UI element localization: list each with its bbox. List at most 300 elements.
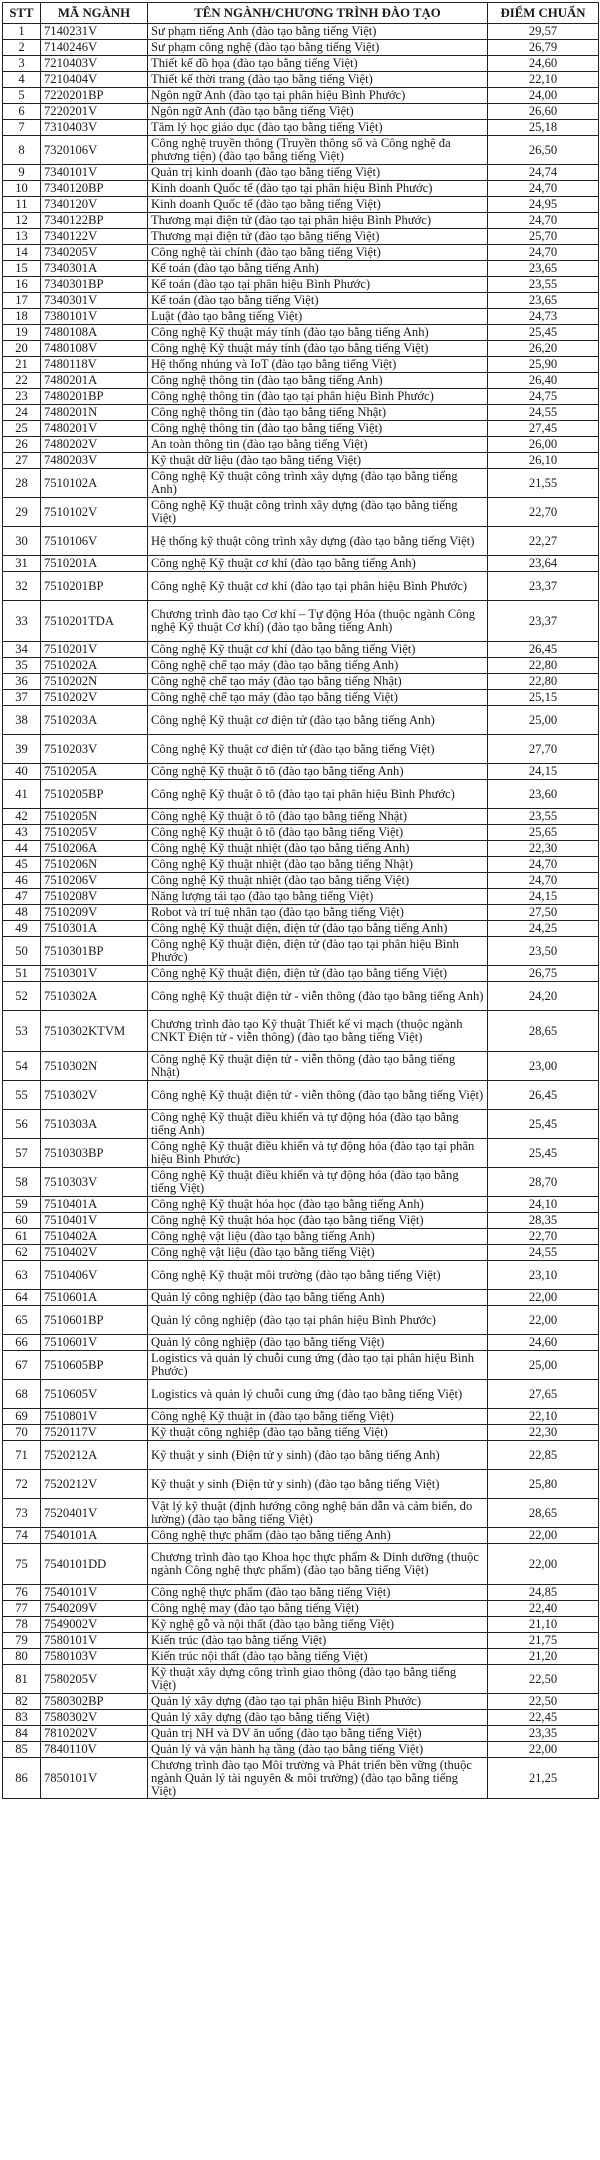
table-row: [3, 1633, 599, 1649]
table-row: [3, 357, 599, 373]
cell-program-name: Kinh doanh Quốc tế (đào tạo tại phân hiệu Bình Phước): [148, 181, 488, 197]
cell-stt: 47: [3, 889, 41, 905]
cell-stt: 76: [3, 1585, 41, 1601]
cell-major-code: 7480108A: [41, 325, 148, 341]
cell-cutoff-score: 26,50: [488, 136, 599, 165]
cell-major-code: 7810202V: [41, 1726, 148, 1742]
table-row: [3, 809, 599, 825]
cell-major-code: 7510601A: [41, 1290, 148, 1306]
cell-stt: 52: [3, 982, 41, 1011]
cell-stt: 26: [3, 437, 41, 453]
cell-program-name: Chương trình đào tạo Kỹ thuật Thiết kế vi mạch (thuộc ngành CNKT Điện tử - viễn thông) (đào tạo bằng tiếng Việt): [148, 1011, 488, 1052]
table-row: [3, 921, 599, 937]
cell-cutoff-score: 28,70: [488, 1168, 599, 1197]
table-row: [3, 373, 599, 389]
table-row: [3, 1694, 599, 1710]
cell-stt: 86: [3, 1758, 41, 1799]
cell-cutoff-score: 21,75: [488, 1633, 599, 1649]
cell-stt: 34: [3, 642, 41, 658]
cell-program-name: An toàn thông tin (đào tạo bằng tiếng Việt): [148, 437, 488, 453]
table-row: [3, 309, 599, 325]
table-row: [3, 1335, 599, 1351]
cell-cutoff-score: 22,40: [488, 1601, 599, 1617]
cell-cutoff-score: 27,65: [488, 1380, 599, 1409]
table-row: [3, 1585, 599, 1601]
cell-stt: 64: [3, 1290, 41, 1306]
table-row: [3, 325, 599, 341]
cell-program-name: Vật lý kỹ thuật (định hướng công nghệ bán dẫn và cảm biến, đo lường) (đào tạo bằng tiếng Việt): [148, 1499, 488, 1528]
table-row: [3, 453, 599, 469]
cell-cutoff-score: 23,37: [488, 572, 599, 601]
header-program-name: TÊN NGÀNH/CHƯƠNG TRÌNH ĐÀO TẠO: [148, 3, 488, 24]
cell-cutoff-score: 22,50: [488, 1694, 599, 1710]
cell-major-code: 7340122BP: [41, 213, 148, 229]
cell-cutoff-score: 26,79: [488, 40, 599, 56]
table-row: [3, 56, 599, 72]
cell-major-code: 7580302BP: [41, 1694, 148, 1710]
cell-program-name: Quản lý công nghiệp (đào tạo bằng tiếng Việt): [148, 1335, 488, 1351]
cell-stt: 45: [3, 857, 41, 873]
header-cutoff-score: ĐIỂM CHUẨN: [488, 3, 599, 24]
cell-cutoff-score: 22,50: [488, 1665, 599, 1694]
table-row: [3, 421, 599, 437]
cell-cutoff-score: 26,40: [488, 373, 599, 389]
cell-stt: 28: [3, 469, 41, 498]
cell-stt: 30: [3, 527, 41, 556]
cell-program-name: Công nghệ Kỹ thuật công trình xây dựng (đào tạo bằng tiếng Việt): [148, 498, 488, 527]
cell-stt: 67: [3, 1351, 41, 1380]
cell-program-name: Công nghệ Kỹ thuật cơ điện tử (đào tạo bằng tiếng Việt): [148, 735, 488, 764]
table-row: [3, 1649, 599, 1665]
table-row: [3, 674, 599, 690]
cell-stt: 62: [3, 1245, 41, 1261]
cell-cutoff-score: 23,00: [488, 1052, 599, 1081]
table-row: [3, 229, 599, 245]
cell-cutoff-score: 23,10: [488, 1261, 599, 1290]
cell-program-name: Công nghệ thực phẩm (đào tạo bằng tiếng Việt): [148, 1585, 488, 1601]
cell-major-code: 7510201BP: [41, 572, 148, 601]
cell-program-name: Công nghệ vật liệu (đào tạo bằng tiếng Anh): [148, 1229, 488, 1245]
cell-major-code: 7140231V: [41, 24, 148, 40]
cell-cutoff-score: 22,85: [488, 1441, 599, 1470]
cell-stt: 19: [3, 325, 41, 341]
cell-major-code: 7510206A: [41, 841, 148, 857]
cell-program-name: Sư phạm công nghệ (đào tạo bằng tiếng Việt): [148, 40, 488, 56]
cell-cutoff-score: 26,10: [488, 453, 599, 469]
cell-cutoff-score: 27,70: [488, 735, 599, 764]
table-row: [3, 261, 599, 277]
cell-program-name: Công nghệ Kỹ thuật ô tô (đào tạo bằng tiếng Nhật): [148, 809, 488, 825]
cell-program-name: Ngôn ngữ Anh (đào tạo bằng tiếng Việt): [148, 104, 488, 120]
table-row: [3, 245, 599, 261]
cell-cutoff-score: 22,00: [488, 1290, 599, 1306]
table-row: [3, 1726, 599, 1742]
cell-major-code: 7210403V: [41, 56, 148, 72]
table-row: [3, 1213, 599, 1229]
cell-major-code: 7340301A: [41, 261, 148, 277]
cell-cutoff-score: 24,00: [488, 88, 599, 104]
cell-stt: 65: [3, 1306, 41, 1335]
header-stt: STT: [3, 3, 41, 24]
table-row: [3, 857, 599, 873]
cell-stt: 73: [3, 1499, 41, 1528]
cell-major-code: 7580103V: [41, 1649, 148, 1665]
cell-program-name: Công nghệ thông tin (đào tạo bằng tiếng Việt): [148, 421, 488, 437]
cell-program-name: Hệ thống nhúng và IoT (đào tạo bằng tiếng Việt): [148, 357, 488, 373]
cell-stt: 25: [3, 421, 41, 437]
cell-major-code: 7520212A: [41, 1441, 148, 1470]
cell-major-code: 7510106V: [41, 527, 148, 556]
cell-cutoff-score: 26,00: [488, 437, 599, 453]
cell-major-code: 7549002V: [41, 1617, 148, 1633]
cell-major-code: 7510401V: [41, 1213, 148, 1229]
cell-major-code: 7510605V: [41, 1380, 148, 1409]
cell-stt: 44: [3, 841, 41, 857]
cell-cutoff-score: 22,00: [488, 1306, 599, 1335]
cell-cutoff-score: 25,45: [488, 1110, 599, 1139]
cell-cutoff-score: 22,80: [488, 658, 599, 674]
cell-program-name: Logistics và quản lý chuỗi cung ứng (đào tạo bằng tiếng Việt): [148, 1380, 488, 1409]
cell-program-name: Kỹ thuật dữ liệu (đào tạo bằng tiếng Việt): [148, 453, 488, 469]
cell-program-name: Công nghệ tài chính (đào tạo bằng tiếng Việt): [148, 245, 488, 261]
cell-program-name: Công nghệ Kỹ thuật điện tử - viễn thông (đào tạo bằng tiếng Nhật): [148, 1052, 488, 1081]
cell-stt: 31: [3, 556, 41, 572]
cell-stt: 43: [3, 825, 41, 841]
cell-stt: 33: [3, 601, 41, 642]
cell-cutoff-score: 24,70: [488, 245, 599, 261]
cell-program-name: Năng lượng tái tạo (đào tạo bằng tiếng Việt): [148, 889, 488, 905]
cell-cutoff-score: 23,37: [488, 601, 599, 642]
cell-stt: 16: [3, 277, 41, 293]
cell-stt: 40: [3, 764, 41, 780]
cell-major-code: 7510303BP: [41, 1139, 148, 1168]
cell-major-code: 7510205A: [41, 764, 148, 780]
cell-cutoff-score: 25,15: [488, 690, 599, 706]
cell-major-code: 7520117V: [41, 1425, 148, 1441]
cell-major-code: 7480203V: [41, 453, 148, 469]
cell-major-code: 7480118V: [41, 357, 148, 373]
cell-cutoff-score: 24,55: [488, 405, 599, 421]
cell-major-code: 7220201V: [41, 104, 148, 120]
cell-cutoff-score: 26,60: [488, 104, 599, 120]
cell-program-name: Công nghệ Kỹ thuật điều khiển và tự động hóa (đào tạo bằng tiếng Việt): [148, 1168, 488, 1197]
cell-program-name: Kỹ nghệ gỗ và nội thất (đào tạo bằng tiếng Việt): [148, 1617, 488, 1633]
cell-stt: 29: [3, 498, 41, 527]
cell-cutoff-score: 24,15: [488, 764, 599, 780]
cell-cutoff-score: 22,30: [488, 841, 599, 857]
cell-program-name: Công nghệ Kỹ thuật cơ khí (đào tạo bằng tiếng Việt): [148, 642, 488, 658]
cell-program-name: Công nghệ Kỹ thuật điện, điện tử (đào tạo bằng tiếng Anh): [148, 921, 488, 937]
cell-stt: 18: [3, 309, 41, 325]
cell-program-name: Công nghệ Kỹ thuật cơ khí (đào tạo bằng tiếng Anh): [148, 556, 488, 572]
cell-major-code: 7510402A: [41, 1229, 148, 1245]
cell-stt: 39: [3, 735, 41, 764]
cell-program-name: Kiến trúc nội thất (đào tạo bằng tiếng Việt): [148, 1649, 488, 1665]
cell-stt: 72: [3, 1470, 41, 1499]
cell-major-code: 7480201V: [41, 421, 148, 437]
cell-stt: 82: [3, 1694, 41, 1710]
cell-program-name: Công nghệ Kỹ thuật ô tô (đào tạo bằng tiếng Việt): [148, 825, 488, 841]
table-row: [3, 1052, 599, 1081]
cell-program-name: Quản trị kinh doanh (đào tạo bằng tiếng Việt): [148, 165, 488, 181]
cell-cutoff-score: 23,50: [488, 937, 599, 966]
cell-cutoff-score: 23,35: [488, 1726, 599, 1742]
cell-cutoff-score: 28,35: [488, 1213, 599, 1229]
table-row: [3, 982, 599, 1011]
cell-program-name: Kỹ thuật y sinh (Điện tử y sinh) (đào tạo bằng tiếng Anh): [148, 1441, 488, 1470]
table-row: [3, 498, 599, 527]
cell-program-name: Kế toán (đào tạo tại phân hiệu Bình Phước): [148, 277, 488, 293]
cell-stt: 63: [3, 1261, 41, 1290]
cell-stt: 49: [3, 921, 41, 937]
cell-program-name: Công nghệ Kỹ thuật ô tô (đào tạo bằng tiếng Anh): [148, 764, 488, 780]
table-row: [3, 1409, 599, 1425]
cell-program-name: Kiến trúc (đào tạo bằng tiếng Việt): [148, 1633, 488, 1649]
cell-program-name: Công nghệ Kỹ thuật điện, điện tử (đào tạo bằng tiếng Việt): [148, 966, 488, 982]
cell-major-code: 7510202N: [41, 674, 148, 690]
cell-stt: 21: [3, 357, 41, 373]
cell-stt: 3: [3, 56, 41, 72]
cell-program-name: Thiết kế đồ họa (đào tạo bằng tiếng Việt): [148, 56, 488, 72]
table-row: [3, 293, 599, 309]
cell-cutoff-score: 25,70: [488, 229, 599, 245]
cell-stt: 77: [3, 1601, 41, 1617]
cell-stt: 24: [3, 405, 41, 421]
cell-stt: 10: [3, 181, 41, 197]
table-row: [3, 601, 599, 642]
cell-stt: 38: [3, 706, 41, 735]
cell-program-name: Chương trình đào tạo Môi trường và Phát triển bền vững (thuộc ngành Quản lý tài nguyên & môi trường) (đào tạo bằng tiếng Việt): [148, 1758, 488, 1799]
table-row: [3, 1139, 599, 1168]
cell-major-code: 7580302V: [41, 1710, 148, 1726]
cell-cutoff-score: 24,15: [488, 889, 599, 905]
cell-stt: 48: [3, 905, 41, 921]
cell-program-name: Thiết kế thời trang (đào tạo bằng tiếng Việt): [148, 72, 488, 88]
table-row: [3, 469, 599, 498]
table-body: [3, 24, 599, 1799]
cell-program-name: Công nghệ thông tin (đào tạo bằng tiếng Anh): [148, 373, 488, 389]
cell-program-name: Công nghệ Kỹ thuật điện tử - viễn thông (đào tạo bằng tiếng Anh): [148, 982, 488, 1011]
cell-major-code: 7510302V: [41, 1081, 148, 1110]
cell-cutoff-score: 25,80: [488, 1470, 599, 1499]
cell-cutoff-score: 24,70: [488, 181, 599, 197]
cell-program-name: Kế toán (đào tạo bằng tiếng Anh): [148, 261, 488, 277]
cell-cutoff-score: 26,45: [488, 1081, 599, 1110]
cell-program-name: Công nghệ chế tạo máy (đào tạo bằng tiếng Nhật): [148, 674, 488, 690]
cell-program-name: Công nghệ Kỹ thuật nhiệt (đào tạo bằng tiếng Anh): [148, 841, 488, 857]
cell-cutoff-score: 27,45: [488, 421, 599, 437]
table-row: [3, 1197, 599, 1213]
cell-stt: 75: [3, 1544, 41, 1585]
cell-major-code: 7480201BP: [41, 389, 148, 405]
cell-major-code: 7510401A: [41, 1197, 148, 1213]
cell-program-name: Logistics và quản lý chuỗi cung ứng (đào tạo tại phân hiệu Bình Phước): [148, 1351, 488, 1380]
cell-program-name: Hệ thống kỹ thuật công trình xây dựng (đào tạo bằng tiếng Việt): [148, 527, 488, 556]
cell-program-name: Kỹ thuật y sinh (Điện tử y sinh) (đào tạo bằng tiếng Việt): [148, 1470, 488, 1499]
table-row: [3, 966, 599, 982]
cell-program-name: Công nghệ chế tạo máy (đào tạo bằng tiếng Anh): [148, 658, 488, 674]
cell-stt: 4: [3, 72, 41, 88]
table-row: [3, 1499, 599, 1528]
table-row: [3, 1758, 599, 1799]
cell-program-name: Tâm lý học giáo dục (đào tạo bằng tiếng Việt): [148, 120, 488, 136]
cell-program-name: Công nghệ chế tạo máy (đào tạo bằng tiếng Việt): [148, 690, 488, 706]
cell-major-code: 7540101DD: [41, 1544, 148, 1585]
cell-stt: 51: [3, 966, 41, 982]
table-row: [3, 937, 599, 966]
cell-program-name: Công nghệ may (đào tạo bằng tiếng Việt): [148, 1601, 488, 1617]
cell-program-name: Quản lý xây dựng (đào tạo bằng tiếng Việt): [148, 1710, 488, 1726]
table-row: [3, 1351, 599, 1380]
cell-stt: 69: [3, 1409, 41, 1425]
cell-program-name: Chương trình đào tạo Cơ khí – Tự động Hóa (thuộc ngành Công nghệ Kỹ thuật Cơ khí) (đào tạo bằng tiếng Anh): [148, 601, 488, 642]
cell-stt: 60: [3, 1213, 41, 1229]
cell-major-code: 7510203A: [41, 706, 148, 735]
cell-major-code: 7580205V: [41, 1665, 148, 1694]
cell-major-code: 7510402V: [41, 1245, 148, 1261]
cell-cutoff-score: 22,10: [488, 1409, 599, 1425]
table-row: [3, 72, 599, 88]
cell-cutoff-score: 23,65: [488, 293, 599, 309]
cell-cutoff-score: 22,70: [488, 1229, 599, 1245]
cell-major-code: 7480201A: [41, 373, 148, 389]
cell-program-name: Công nghệ Kỹ thuật điều khiển và tự động hóa (đào tạo tại phân hiệu Bình Phước): [148, 1139, 488, 1168]
cell-cutoff-score: 24,95: [488, 197, 599, 213]
table-row: [3, 1710, 599, 1726]
cell-cutoff-score: 22,45: [488, 1710, 599, 1726]
cell-major-code: 7540209V: [41, 1601, 148, 1617]
cell-stt: 41: [3, 780, 41, 809]
cell-major-code: 7510601V: [41, 1335, 148, 1351]
cell-program-name: Công nghệ Kỹ thuật điện, điện tử (đào tạo tại phân hiệu Bình Phước): [148, 937, 488, 966]
cell-program-name: Quản lý công nghiệp (đào tạo tại phân hiệu Bình Phước): [148, 1306, 488, 1335]
table-row: [3, 1425, 599, 1441]
cell-stt: 50: [3, 937, 41, 966]
cell-cutoff-score: 24,70: [488, 857, 599, 873]
table-row: [3, 889, 599, 905]
cell-program-name: Kỹ thuật xây dựng công trình giao thông (đào tạo bằng tiếng Việt): [148, 1665, 488, 1694]
table-header-row: [3, 3, 599, 24]
cell-cutoff-score: 23,64: [488, 556, 599, 572]
cell-stt: 80: [3, 1649, 41, 1665]
cell-program-name: Công nghệ Kỹ thuật nhiệt (đào tạo bằng tiếng Nhật): [148, 857, 488, 873]
cell-cutoff-score: 22,80: [488, 674, 599, 690]
cell-major-code: 7480201N: [41, 405, 148, 421]
cell-cutoff-score: 29,57: [488, 24, 599, 40]
table-row: [3, 1601, 599, 1617]
cell-cutoff-score: 24,73: [488, 309, 599, 325]
cell-cutoff-score: 21,55: [488, 469, 599, 498]
cell-program-name: Công nghệ Kỹ thuật máy tính (đào tạo bằng tiếng Anh): [148, 325, 488, 341]
cell-stt: 15: [3, 261, 41, 277]
cell-cutoff-score: 26,45: [488, 642, 599, 658]
cell-stt: 6: [3, 104, 41, 120]
cell-major-code: 7510601BP: [41, 1306, 148, 1335]
cell-cutoff-score: 24,10: [488, 1197, 599, 1213]
cell-stt: 53: [3, 1011, 41, 1052]
cell-cutoff-score: 22,10: [488, 72, 599, 88]
cell-major-code: 7510206N: [41, 857, 148, 873]
cell-stt: 79: [3, 1633, 41, 1649]
cell-program-name: Công nghệ Kỹ thuật cơ khí (đào tạo tại phân hiệu Bình Phước): [148, 572, 488, 601]
table-row: [3, 389, 599, 405]
cell-stt: 83: [3, 1710, 41, 1726]
cell-stt: 55: [3, 1081, 41, 1110]
cell-stt: 58: [3, 1168, 41, 1197]
cell-major-code: 7840110V: [41, 1742, 148, 1758]
cell-cutoff-score: 23,55: [488, 809, 599, 825]
cell-program-name: Công nghệ Kỹ thuật công trình xây dựng (đào tạo bằng tiếng Anh): [148, 469, 488, 498]
cell-stt: 27: [3, 453, 41, 469]
cell-program-name: Quản lý xây dựng (đào tạo tại phân hiệu Bình Phước): [148, 1694, 488, 1710]
table-row: [3, 1470, 599, 1499]
cell-cutoff-score: 22,70: [488, 498, 599, 527]
cell-major-code: 7850101V: [41, 1758, 148, 1799]
table-row: [3, 104, 599, 120]
cell-stt: 84: [3, 1726, 41, 1742]
cell-stt: 54: [3, 1052, 41, 1081]
table-row: [3, 735, 599, 764]
cell-stt: 22: [3, 373, 41, 389]
cell-program-name: Chương trình đào tạo Khoa học thực phẩm & Dinh dưỡng (thuộc ngành Công nghệ thực phẩm) (đào tạo bằng tiếng Việt): [148, 1544, 488, 1585]
cell-major-code: 7340101V: [41, 165, 148, 181]
cell-cutoff-score: 23,65: [488, 261, 599, 277]
table-row: [3, 690, 599, 706]
cell-major-code: 7510202V: [41, 690, 148, 706]
cell-program-name: Công nghệ thông tin (đào tạo tại phân hiệu Bình Phước): [148, 389, 488, 405]
cell-cutoff-score: 25,65: [488, 825, 599, 841]
table-row: [3, 905, 599, 921]
cell-program-name: Công nghệ Kỹ thuật điều khiển và tự động hóa (đào tạo bằng tiếng Anh): [148, 1110, 488, 1139]
cell-major-code: 7510303V: [41, 1168, 148, 1197]
cell-program-name: Công nghệ Kỹ thuật in (đào tạo bằng tiếng Việt): [148, 1409, 488, 1425]
cell-stt: 8: [3, 136, 41, 165]
cell-stt: 5: [3, 88, 41, 104]
cell-stt: 2: [3, 40, 41, 56]
cell-program-name: Công nghệ Kỹ thuật nhiệt (đào tạo bằng tiếng Việt): [148, 873, 488, 889]
cell-major-code: 7510301BP: [41, 937, 148, 966]
cell-major-code: 7540101V: [41, 1585, 148, 1601]
cell-program-name: Công nghệ Kỹ thuật cơ điện tử (đào tạo bằng tiếng Anh): [148, 706, 488, 735]
cell-stt: 37: [3, 690, 41, 706]
cell-stt: 81: [3, 1665, 41, 1694]
cell-stt: 11: [3, 197, 41, 213]
table-row: [3, 642, 599, 658]
table-row: [3, 40, 599, 56]
cell-cutoff-score: 24,70: [488, 873, 599, 889]
cell-cutoff-score: 24,75: [488, 389, 599, 405]
table-row: [3, 120, 599, 136]
cell-major-code: 7510801V: [41, 1409, 148, 1425]
cell-program-name: Robot và trí tuệ nhân tạo (đào tạo bằng tiếng Việt): [148, 905, 488, 921]
cell-major-code: 7510206V: [41, 873, 148, 889]
cell-stt: 70: [3, 1425, 41, 1441]
cell-cutoff-score: 22,00: [488, 1742, 599, 1758]
table-row: [3, 780, 599, 809]
cell-cutoff-score: 28,65: [488, 1011, 599, 1052]
table-row: [3, 1245, 599, 1261]
cell-cutoff-score: 23,55: [488, 277, 599, 293]
cell-stt: 68: [3, 1380, 41, 1409]
cell-major-code: 7580101V: [41, 1633, 148, 1649]
cell-cutoff-score: 24,60: [488, 1335, 599, 1351]
cell-cutoff-score: 22,27: [488, 527, 599, 556]
cell-major-code: 7510301A: [41, 921, 148, 937]
cell-major-code: 7210404V: [41, 72, 148, 88]
cell-stt: 9: [3, 165, 41, 181]
cell-cutoff-score: 24,55: [488, 1245, 599, 1261]
cell-cutoff-score: 24,85: [488, 1585, 599, 1601]
